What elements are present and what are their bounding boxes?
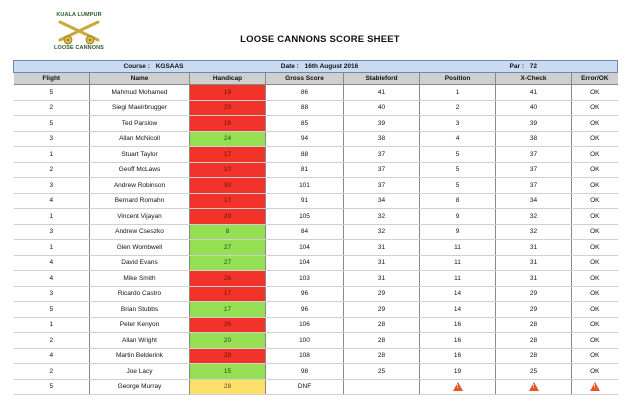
stableford-cell: 31 — [344, 240, 420, 256]
header-stableford: Stableford — [344, 73, 420, 85]
gross-score-cell: DNF — [266, 379, 344, 395]
gross-score-cell: 88 — [266, 100, 344, 116]
date-value: 16th August 2016 — [304, 63, 359, 70]
header-handicap: Handicap — [190, 73, 266, 85]
status-cell: OK — [572, 85, 618, 101]
flight-cell: 4 — [14, 193, 90, 209]
x-check-cell: 34 — [496, 193, 572, 209]
flight-cell: 3 — [14, 131, 90, 147]
name-cell: George Murray — [90, 379, 190, 395]
gross-score-cell: 88 — [266, 147, 344, 163]
status-cell: OK — [572, 240, 618, 256]
handicap-cell: 30 — [190, 178, 266, 194]
warning-triangle-icon — [529, 382, 539, 391]
table-row — [14, 255, 618, 271]
position-cell: 16 — [420, 348, 496, 364]
name-cell: Stuart Taylor — [90, 147, 190, 163]
handicap-cell: 27 — [190, 240, 266, 256]
name-cell: Mike Smith — [90, 271, 190, 287]
stableford-cell: 28 — [344, 348, 420, 364]
stableford-cell: 39 — [344, 116, 420, 132]
table-row — [14, 379, 618, 395]
handicap-cell: 24 — [190, 131, 266, 147]
position-cell: 1 — [420, 85, 496, 101]
x-check-cell: 38 — [496, 131, 572, 147]
name-cell: Glen Wombwell — [90, 240, 190, 256]
x-check-cell: 39 — [496, 116, 572, 132]
x-check-cell: 31 — [496, 271, 572, 287]
position-cell: 11 — [420, 255, 496, 271]
handicap-cell: 17 — [190, 193, 266, 209]
name-cell: Ted Parslow — [90, 116, 190, 132]
position-cell: 19 — [420, 364, 496, 380]
handicap-cell: 8 — [190, 224, 266, 240]
x-check-cell: 37 — [496, 178, 572, 194]
status-cell: OK — [572, 224, 618, 240]
status-cell: OK — [572, 317, 618, 333]
position-cell — [420, 379, 496, 395]
position-cell: 2 — [420, 100, 496, 116]
header-x-check: X-Check — [496, 73, 572, 85]
status-cell: OK — [572, 255, 618, 271]
table-row — [14, 271, 618, 287]
table-row — [14, 147, 618, 163]
status-cell: OK — [572, 286, 618, 302]
flight-cell: 2 — [14, 162, 90, 178]
name-cell: David Evans — [90, 255, 190, 271]
status-cell: OK — [572, 348, 618, 364]
handicap-cell: 15 — [190, 364, 266, 380]
handicap-cell: 19 — [190, 85, 266, 101]
name-cell: Geoff McLaws — [90, 162, 190, 178]
x-check-cell: 28 — [496, 317, 572, 333]
header-gross-score: Gross Score — [266, 73, 344, 85]
x-check-cell: 31 — [496, 240, 572, 256]
x-check-cell — [496, 379, 572, 395]
status-cell: OK — [572, 364, 618, 380]
table-row — [14, 193, 618, 209]
gross-score-cell: 84 — [266, 224, 344, 240]
handicap-cell: 20 — [190, 333, 266, 349]
x-check-cell: 41 — [496, 85, 572, 101]
flight-cell: 1 — [14, 317, 90, 333]
position-cell: 8 — [420, 193, 496, 209]
status-cell: OK — [572, 116, 618, 132]
position-cell: 16 — [420, 317, 496, 333]
status-cell: OK — [572, 162, 618, 178]
gross-score-cell: 91 — [266, 193, 344, 209]
table-row — [14, 162, 618, 178]
flight-cell: 3 — [14, 224, 90, 240]
gross-score-cell: 104 — [266, 255, 344, 271]
name-cell: Ricardo Castro — [90, 286, 190, 302]
status-cell: OK — [572, 147, 618, 163]
status-cell: OK — [572, 178, 618, 194]
stableford-cell: 31 — [344, 255, 420, 271]
handicap-cell: 28 — [190, 379, 266, 395]
handicap-cell: 10 — [190, 162, 266, 178]
status-cell: OK — [572, 131, 618, 147]
flight-cell: 3 — [14, 286, 90, 302]
flight-cell: 4 — [14, 255, 90, 271]
gross-score-cell: 104 — [266, 240, 344, 256]
flight-cell: 1 — [14, 240, 90, 256]
x-check-cell: 40 — [496, 100, 572, 116]
flight-cell: 5 — [14, 85, 90, 101]
warning-triangle-icon — [453, 382, 463, 391]
gross-score-cell: 103 — [266, 271, 344, 287]
name-cell: Bernard Romahn — [90, 193, 190, 209]
name-cell: Allan McNicoll — [90, 131, 190, 147]
table-row — [14, 178, 618, 194]
crossed-cannons-icon — [56, 18, 102, 46]
flight-cell: 4 — [14, 271, 90, 287]
table-row — [14, 209, 618, 225]
stableford-cell: 38 — [344, 131, 420, 147]
handicap-cell: 27 — [190, 255, 266, 271]
name-cell: Peter Kenyon — [90, 317, 190, 333]
flight-cell: 5 — [14, 116, 90, 132]
name-cell: Mahmud Mohamed — [90, 85, 190, 101]
name-cell: Allan Wright — [90, 333, 190, 349]
warning-triangle-icon — [590, 382, 600, 391]
handicap-cell: 26 — [190, 271, 266, 287]
stableford-cell: 41 — [344, 85, 420, 101]
handicap-cell: 16 — [190, 116, 266, 132]
x-check-cell: 37 — [496, 147, 572, 163]
par-label: Par : — [509, 63, 524, 70]
status-cell: OK — [572, 193, 618, 209]
table-row — [14, 240, 618, 256]
status-cell: OK — [572, 333, 618, 349]
position-cell: 14 — [420, 286, 496, 302]
flight-cell: 3 — [14, 178, 90, 194]
name-cell: Siegi Maeirbrugger — [90, 100, 190, 116]
position-cell: 4 — [420, 131, 496, 147]
x-check-cell: 32 — [496, 209, 572, 225]
stableford-cell: 32 — [344, 209, 420, 225]
position-cell: 9 — [420, 224, 496, 240]
gross-score-cell: 101 — [266, 178, 344, 194]
header-error-ok: Error/OK — [572, 73, 618, 85]
table-row — [14, 364, 618, 380]
x-check-cell: 28 — [496, 333, 572, 349]
gross-score-cell: 94 — [266, 131, 344, 147]
club-logo — [50, 12, 108, 56]
name-cell: Martin Belderink — [90, 348, 190, 364]
table-row — [14, 100, 618, 116]
handicap-cell: 17 — [190, 147, 266, 163]
flight-cell: 5 — [14, 379, 90, 395]
flight-cell: 5 — [14, 302, 90, 318]
stableford-cell: 29 — [344, 302, 420, 318]
handicap-cell: 17 — [190, 302, 266, 318]
gross-score-cell: 96 — [266, 302, 344, 318]
stableford-cell: 37 — [344, 178, 420, 194]
handicap-cell: 17 — [190, 286, 266, 302]
handicap-cell: 29 — [190, 209, 266, 225]
table-row — [14, 302, 618, 318]
logo-top-text: KUALA LUMPUR — [56, 12, 102, 18]
table-row — [14, 333, 618, 349]
info-row — [14, 61, 618, 73]
position-cell: 14 — [420, 302, 496, 318]
table-row — [14, 317, 618, 333]
x-check-cell: 28 — [496, 348, 572, 364]
handicap-cell: 26 — [190, 317, 266, 333]
stableford-cell: 32 — [344, 224, 420, 240]
stableford-cell: 31 — [344, 271, 420, 287]
score-table — [13, 60, 618, 395]
table-row — [14, 131, 618, 147]
position-cell: 11 — [420, 271, 496, 287]
table-row — [14, 286, 618, 302]
logo-bottom-text: LOOSE CANNONS — [54, 45, 104, 51]
position-cell: 9 — [420, 209, 496, 225]
header-position: Position — [420, 73, 496, 85]
handicap-cell: 28 — [190, 348, 266, 364]
table-row — [14, 85, 618, 101]
flight-cell: 2 — [14, 364, 90, 380]
stableford-cell: 37 — [344, 147, 420, 163]
x-check-cell: 37 — [496, 162, 572, 178]
status-cell: OK — [572, 271, 618, 287]
gross-score-cell: 86 — [266, 85, 344, 101]
gross-score-cell: 96 — [266, 286, 344, 302]
header-flight: Flight — [14, 73, 90, 85]
name-cell: Vincent Vijayan — [90, 209, 190, 225]
stableford-cell: 37 — [344, 162, 420, 178]
status-cell: OK — [572, 209, 618, 225]
handicap-cell: 20 — [190, 100, 266, 116]
stableford-cell: 28 — [344, 333, 420, 349]
name-cell: Andrew Robinson — [90, 178, 190, 194]
flight-cell: 1 — [14, 147, 90, 163]
stableford-cell: 28 — [344, 317, 420, 333]
header-name: Name — [90, 73, 190, 85]
flight-cell: 1 — [14, 209, 90, 225]
name-cell: Brian Stubbs — [90, 302, 190, 318]
par-value: 72 — [529, 63, 538, 70]
gross-score-cell: 100 — [266, 333, 344, 349]
table-row — [14, 224, 618, 240]
gross-score-cell: 81 — [266, 162, 344, 178]
stableford-cell — [344, 379, 420, 395]
flight-cell: 2 — [14, 333, 90, 349]
date-label: Date : — [280, 63, 299, 70]
table-row — [14, 348, 618, 364]
x-check-cell: 31 — [496, 255, 572, 271]
stableford-cell: 34 — [344, 193, 420, 209]
status-cell — [572, 379, 618, 395]
header-row — [14, 73, 618, 85]
position-cell: 11 — [420, 240, 496, 256]
stableford-cell: 40 — [344, 100, 420, 116]
stableford-cell: 29 — [344, 286, 420, 302]
name-cell: Joe Lacy — [90, 364, 190, 380]
page-title: LOOSE CANNONS SCORE SHEET — [240, 34, 400, 45]
course-label: Course : — [123, 63, 150, 70]
gross-score-cell: 106 — [266, 317, 344, 333]
x-check-cell: 29 — [496, 286, 572, 302]
position-cell: 16 — [420, 333, 496, 349]
status-cell: OK — [572, 302, 618, 318]
name-cell: Andrew Cseszko — [90, 224, 190, 240]
x-check-cell: 29 — [496, 302, 572, 318]
x-check-cell: 32 — [496, 224, 572, 240]
gross-score-cell: 105 — [266, 209, 344, 225]
gross-score-cell: 108 — [266, 348, 344, 364]
x-check-cell: 25 — [496, 364, 572, 380]
position-cell: 5 — [420, 178, 496, 194]
stableford-cell: 25 — [344, 364, 420, 380]
gross-score-cell: 98 — [266, 364, 344, 380]
position-cell: 5 — [420, 162, 496, 178]
flight-cell: 4 — [14, 348, 90, 364]
table-row — [14, 116, 618, 132]
course-value: KGSAAS — [155, 63, 184, 70]
flight-cell: 2 — [14, 100, 90, 116]
position-cell: 3 — [420, 116, 496, 132]
gross-score-cell: 85 — [266, 116, 344, 132]
status-cell: OK — [572, 100, 618, 116]
position-cell: 5 — [420, 147, 496, 163]
